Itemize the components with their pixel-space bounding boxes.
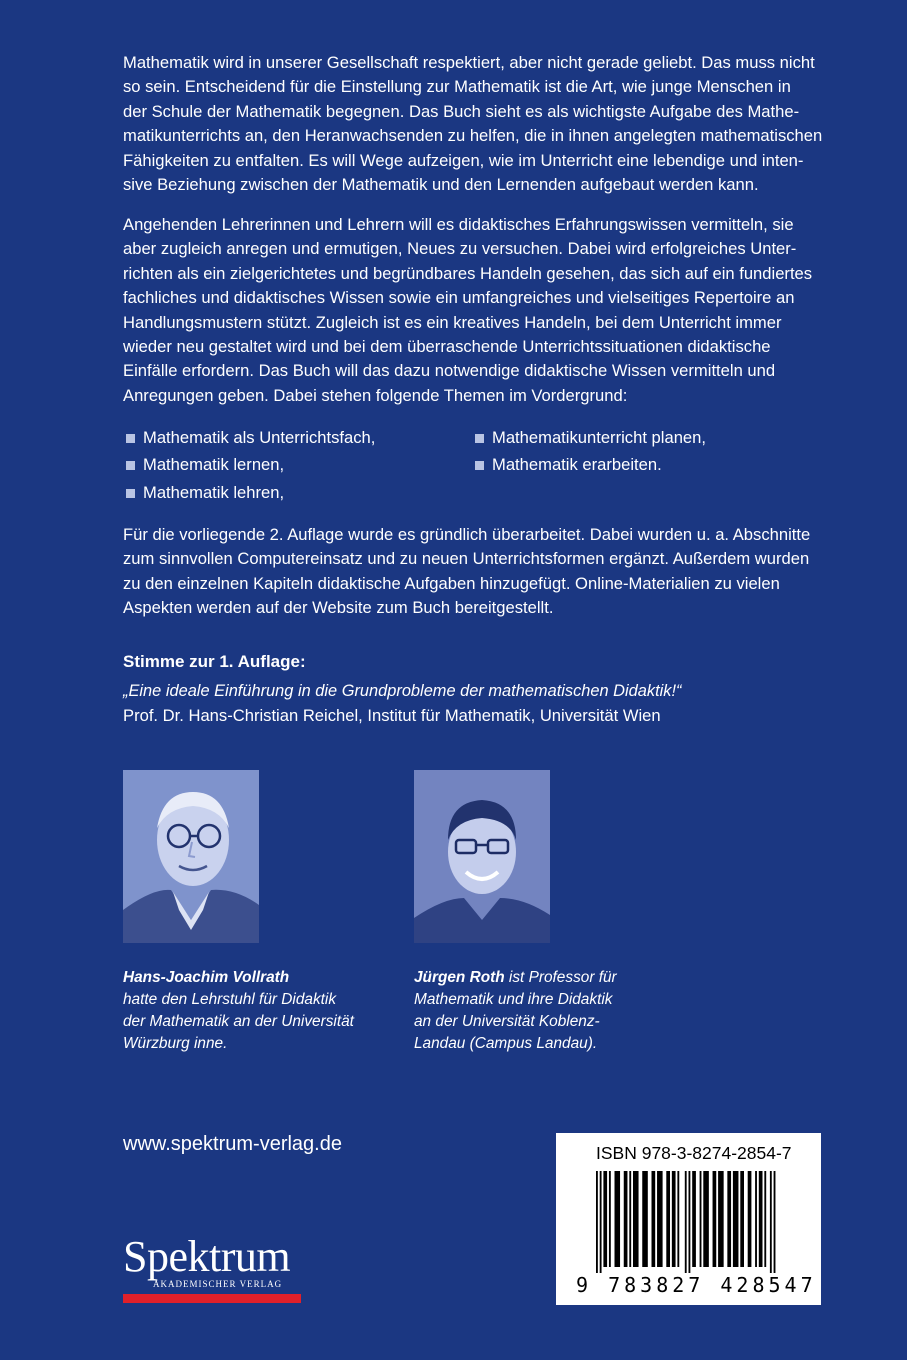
text-line: Angehenden Lehrerinnen und Lehrern will es didaktisches Erfahrungswissen vermitteln, sie [123, 215, 794, 234]
barcode-bar [609, 1171, 611, 1267]
publisher-red-bar [123, 1294, 301, 1303]
bullet-square-icon [475, 461, 484, 470]
topic-item [123, 479, 375, 506]
text-line: richten als ein zielgerichtetes und begründbares Handeln gesehen, das sich auf ein fundiertes [123, 263, 813, 283]
barcode-bar [733, 1171, 739, 1267]
publisher-website-link[interactable]: www.spektrum-verlag.de [123, 1133, 342, 1155]
barcode-bar [685, 1171, 687, 1273]
topic-item [472, 451, 706, 478]
barcode-bar [596, 1171, 598, 1273]
review-quote: „Eine ideale Einführung in die Grundprobleme der mathematischen Didaktik!“ [123, 682, 682, 700]
review-source: Prof. Dr. Hans-Christian Reichel, Institut für Mathematik, Universität Wien [123, 706, 661, 725]
barcode-bar [718, 1171, 724, 1267]
bullet-square-icon [126, 461, 135, 470]
topic-label: Mathematik lernen, [143, 455, 285, 475]
bio-line: Mathematik und ihre Didaktik [414, 991, 613, 1008]
publisher-logo [123, 1232, 301, 1303]
barcode-bar [774, 1171, 776, 1273]
topic-item [123, 451, 375, 478]
intro-paragraph [123, 51, 823, 197]
topic-list-right [472, 424, 706, 479]
publisher-name: Spektrum [123, 1232, 291, 1281]
bio-line: Landau (Campus Landau). [414, 1035, 598, 1052]
barcode-bar [689, 1171, 691, 1273]
edition-paragraph [123, 523, 823, 621]
topic-label: Mathematikunterricht planen, [492, 428, 706, 447]
topic-label: Mathematik als Unterrichtsfach, [143, 428, 376, 447]
bio-line: der Mathematik an der Universität [123, 1013, 354, 1030]
author-photo-vollrath [123, 770, 259, 943]
text-line: Einfälle erfordern. Das Buch will das dazu notwendige didaktische Wissen vermitteln und [123, 361, 776, 381]
barcode-bar [633, 1171, 639, 1267]
text-line: der Schule der Mathematik begegnen. Das Buch sieht es als wichtigste Aufgabe des Mathe- [123, 101, 800, 121]
bullet-square-icon [475, 434, 484, 443]
barcode-bar [703, 1171, 709, 1267]
author-name: Jürgen Roth [414, 969, 505, 986]
topic-label: Mathematik lehren, [143, 482, 285, 502]
barcode-bar [603, 1171, 607, 1267]
bio-line: ist Professor für [504, 969, 617, 986]
text-line: Mathematik wird in unserer Gesellschaft respektiert, aber nicht gerade geliebt. Das muss nicht [123, 53, 815, 72]
author-photo-roth [414, 770, 550, 943]
text-line: Fähigkeiten zu entfalten. Es will Wege aufzeigen, wie im Unterricht eine lebendige und inten- [123, 150, 804, 170]
barcode-bar [748, 1171, 752, 1267]
barcode-bar [615, 1171, 621, 1267]
isbn-barcode-box [556, 1133, 821, 1305]
bio-line: hatte den Lehrstuhl für Didaktik [123, 991, 337, 1008]
author-name: Hans-Joachim Vollrath [123, 969, 290, 986]
topic-item [472, 424, 706, 451]
barcode-bar [652, 1171, 656, 1267]
barcode-bar [759, 1171, 763, 1267]
bullet-square-icon [126, 434, 135, 443]
barcode-bar [764, 1171, 766, 1267]
topic-list-left [123, 424, 375, 506]
isbn-digits: 9 783827 428547 [576, 1273, 817, 1297]
barcode-bar [700, 1171, 702, 1267]
barcode-bar [770, 1171, 772, 1273]
barcode-bar [692, 1171, 696, 1267]
text-line: matikunterrichts an, den Heranwachsenden zu helfen, die in ihnen angelegten mathematischen [123, 126, 823, 146]
text-line: so sein. Entscheidend für die Einstellung zur Mathematik ist die Art, wie junge Menschen in [123, 77, 791, 97]
bullet-square-icon [126, 489, 135, 498]
text-line: Anregungen geben. Dabei stehen folgende Themen im Vordergrund: [123, 385, 628, 405]
bio-line: an der Universität Koblenz- [414, 1013, 600, 1030]
text-line: Handlungsmustern stützt. Zugleich ist es ein kreatives Handeln, bei dem Unterricht immer [123, 312, 782, 332]
text-line: Aspekten werden auf der Website zum Buch bereitgestellt. [123, 598, 554, 618]
text-line: zu den einzelnen Kapiteln didaktische Aufgaben hinzugefügt. Online-Materialien zu vielen [123, 573, 780, 593]
barcode-bar [666, 1171, 670, 1267]
barcode-bar [600, 1171, 602, 1273]
review-heading: Stimme zur 1. Auflage: [123, 652, 306, 671]
text-line: wieder neu gestaltet wird und bei dem überraschende Unterrichtssituationen didaktische [123, 337, 771, 357]
bio-line: Würzburg inne. [123, 1035, 228, 1052]
barcode-graphic [596, 1171, 796, 1273]
publisher-subtitle: AKADEMISCHER VERLAG [153, 1279, 283, 1289]
text-line: Für die vorliegende 2. Auflage wurde es gründlich überarbeitet. Dabei wurden u. a. Abschnitte [123, 525, 811, 544]
barcode-bar [755, 1171, 757, 1267]
isbn-label: ISBN 978-3-8274-2854-7 [596, 1143, 792, 1163]
barcode-bar [629, 1171, 631, 1267]
text-line: sive Beziehung zwischen der Mathematik und den Lernenden aufgebaut werden kann. [123, 175, 759, 195]
topic-label: Mathematik erarbeiten. [492, 455, 662, 475]
text-line: zum sinnvollen Computereinsatz und zu neuen Unterrichtsformen ergänzt. Außerdem wurden [123, 549, 810, 569]
barcode-bar [713, 1171, 717, 1267]
barcode-bar [740, 1171, 744, 1267]
text-line: fachliches und didaktisches Wissen sowie ein umfangreiches und vielseitiges Repertoire an [123, 288, 795, 308]
barcode-bar [677, 1171, 679, 1267]
author-bio-vollrath [123, 967, 354, 1055]
barcode-bar [657, 1171, 663, 1267]
body-paragraph [123, 213, 823, 408]
author-bio-roth [414, 967, 617, 1055]
barcode-bar [672, 1171, 676, 1267]
barcode-bar [727, 1171, 731, 1267]
topic-item [123, 424, 375, 451]
text-line: aber zugleich anregen und ermutigen, Neues zu versuchen. Dabei wird erfolgreiches Unter- [123, 239, 797, 259]
barcode-bar [624, 1171, 628, 1267]
barcode-bar [642, 1171, 648, 1267]
